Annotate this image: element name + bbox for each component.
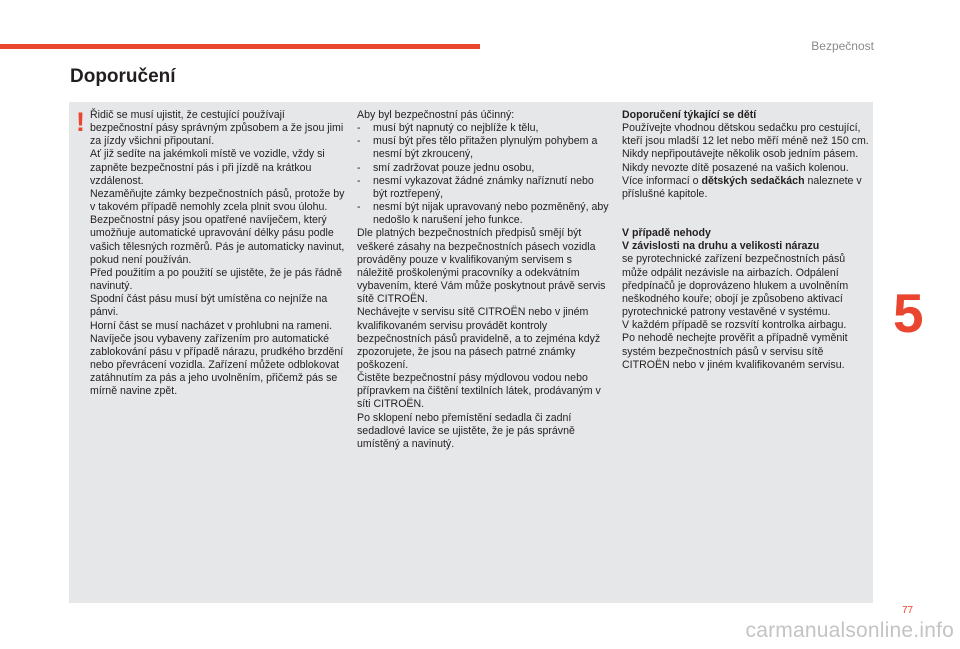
list-item [357, 122, 609, 135]
paragraph: Po sklopení nebo přemístění sedadla či zadní sedadlové lavice se ujistěte, že je pás správně umístěný a navinutý. [357, 411, 575, 450]
paragraph: Bezpečnostní pásy jsou opatřené navíječem, který umožňuje automatické upravování délky pásu podle vašich tělesných rozměrů. Pás je automaticky navinut, pokud není používán. [90, 214, 345, 266]
accident-subheading: V závislosti na druhu a velikosti nárazu [622, 240, 820, 253]
list-item-text: smí zadržovat pouze jednu osobu, [373, 161, 535, 174]
list-item [357, 162, 609, 175]
paragraph: Používejte vhodnou dětskou sedačku pro cestující, kteří jsou mladší 12 let nebo měří méně než 150 cm. [622, 122, 869, 148]
list-item-text: nesmí vykazovat žádné známky naříznutí nebo být roztřepený, [373, 174, 594, 200]
chapter-number: 5 [893, 282, 924, 344]
column-left [90, 109, 348, 398]
paragraph: Nikdy nepřipoutávejte několik osob jedním pásem. [622, 148, 859, 161]
paragraph: Čistěte bezpečnostní pásy mýdlovou vodou nebo přípravkem na čištění textilních látek, prodávaným v síti CITROËN. [357, 372, 601, 411]
list-item [357, 201, 609, 227]
page-title: Doporučení [70, 66, 176, 87]
header-accent-bar [0, 44, 480, 49]
paragraph: Po nehodě nechejte prověřit a případně vyměnit systém bezpečnostních pásů v servisu sítě CITROËN nebo v jiném kvalifikovaném servisu. [622, 332, 848, 371]
warning-exclamation-icon: ! [76, 107, 85, 137]
paragraph: Před použitím a po použití se ujistěte, že je pás řádně navinutý. [90, 266, 343, 293]
list-intro: Aby byl bezpečnostní pás účinný: [357, 109, 515, 121]
dash-bullet: - [357, 122, 361, 135]
page-number: 77 [902, 605, 914, 616]
column-middle [357, 109, 609, 451]
children-more-info [622, 175, 870, 201]
paragraph: Řidič se musí ujistit, že cestující používají bezpečnostní pásy správným způsobem a že jsou jimi za jízdy všichni připoutaní. [90, 109, 344, 148]
list-item [357, 175, 609, 201]
children-heading: Doporučení týkající se dětí [622, 109, 757, 121]
dash-bullet: - [357, 174, 361, 187]
more-info-reference: dětských sedačkách [701, 174, 805, 187]
dash-bullet: - [357, 135, 361, 148]
list-item-text: musí být napnutý co nejblíže k tělu, [373, 122, 539, 135]
column-right [622, 109, 870, 372]
paragraph: Dle platných bezpečnostních předpisů smějí být veškeré zásahy na bezpečnostních pásech vozidla prováděny pouze v kvalifikovaným servisem s náležitě proškolenými pracovníky a odekvátním vybavením, které Vám může poskytnout právě servis sítě CITROËN. [357, 227, 606, 306]
dash-bullet: - [357, 161, 361, 174]
more-info-prefix: Více informací o [622, 174, 702, 187]
spacer [622, 201, 870, 227]
dash-bullet: - [357, 201, 361, 214]
more-info-suffix: naleznete v příslušné kapitole. [622, 174, 862, 200]
watermark: carmanualsonline.info [745, 619, 954, 642]
paragraph: Nezaměňujte zámky bezpečnostních pásů, protože by v takovém případě nemohly zcela plnit svou úlohu. [90, 187, 345, 214]
paragraph: Spodní část pásu musí být umístěna co nejníže na pánvi. [90, 293, 328, 319]
section-title: Bezpečnost [811, 39, 874, 53]
paragraph: Navíječe jsou vybaveny zařízením pro automatické zablokování pásu v případě nárazu, prudkého brzdění nebo převrácení vozidla. Zařízení můžete odblokovat zatáhnutím za pás a jeho uvolněním, přičemž pás se mírně navine zpět. [90, 332, 344, 398]
paragraph: Nechávejte v servisu sítě CITROËN nebo v jiném kvalifikovaném servisu provádět kontroly bezpečnostních pásů pravidelně, a to zejména když zpozorujete, že jsou na pásech patrné známky poškození. [357, 306, 601, 371]
paragraph: Nikdy nevozte dítě posazené na vašich kolenou. [622, 161, 849, 174]
paragraph: V každém případě se rozsvítí kontrolka airbagu. [622, 319, 847, 332]
paragraph: se pyrotechnické zařízení bezpečnostních pásů může odpálit nezávisle na airbazích. Odpálení předpínačů je doprovázeno hlukem a uvolněním neškodného kouře; obojí je způsobeno aktivací pyrotechnické patrony vestavěné v systému. [622, 253, 849, 319]
list-item-text: musí být přes tělo přitažen plynulým pohybem a nesmí být zkroucený, [373, 135, 598, 161]
list-item [357, 135, 609, 161]
paragraph: Ať již sedíte na jakémkoli místě ve vozidle, vždy si zapněte bezpečnostní pás i při jízdě na krátkou vzdálenost. [90, 148, 325, 187]
list-item-text: nesmí být nijak upravovaný nebo pozměněný, aby nedošlo k narušení jeho funkce. [373, 201, 609, 227]
accident-heading: V případě nehody [622, 227, 711, 240]
paragraph: Horní část se musí nacházet v prohlubni na rameni. [90, 319, 333, 332]
